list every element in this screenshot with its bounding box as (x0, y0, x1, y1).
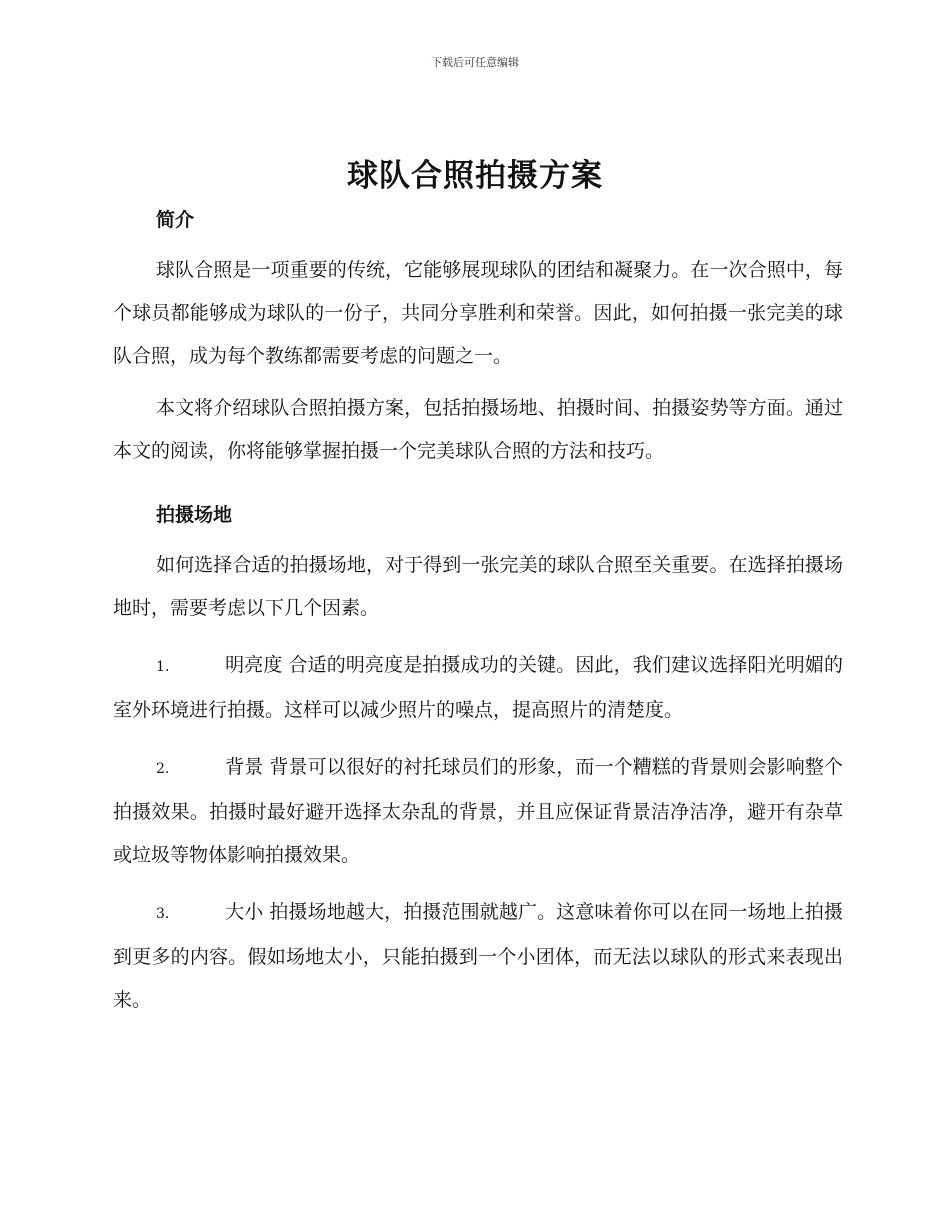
section-heading-venue: 拍摄场地 (156, 504, 233, 526)
list-number: 2. (156, 761, 170, 777)
list-text: 拍摄场地越大，拍摄范围就越广。这意味着你可以在同一场地上拍摄到更多的内容。假如场地太小，只能拍摄到一个小团体，而无法以球队的形式来表现出来。 (113, 901, 843, 1011)
list-item (113, 746, 843, 877)
document-title: 球队合照拍摄方案 (347, 158, 603, 194)
intro-paragraph-1: 球队合照是一项重要的传统，它能够展现球队的团结和凝聚力。在一次合照中，每个球员都能够成为球队的一份子，共同分享胜利和荣誉。因此，如何拍摄一张完美的球队合照，成为每个教练都需要考虑的问题之一。 (113, 259, 843, 367)
intro-paragraph-2: 本文将介绍球队合照拍摄方案，包括拍摄场地、拍摄时间、拍摄姿势等方面。通过本文的阅读，你将能够掌握拍摄一个完美球队合照的方法和技巧。 (113, 397, 843, 462)
venue-paragraph: 如何选择合适的拍摄场地，对于得到一张完美的球队合照至关重要。在选择拍摄场地时，需要考虑以下几个因素。 (113, 554, 843, 619)
list-item (113, 891, 843, 1022)
list-number: 3. (156, 906, 170, 922)
header-note: 下载后可任意编辑 (431, 56, 519, 69)
list-text: 合适的明亮度是拍摄成功的关键。因此，我们建议选择阳光明媚的室外环境进行拍摄。这样可以减少照片的噪点，提高照片的清楚度。 (113, 654, 843, 721)
list-item (113, 644, 843, 732)
document-body (113, 200, 843, 1022)
list-label: 背景 (225, 756, 264, 778)
list-label: 大小 (225, 901, 264, 923)
list-label: 明亮度 (225, 654, 283, 676)
section-heading-intro: 简介 (156, 209, 195, 231)
list-text: 背景可以很好的衬托球员们的形象，而一个糟糕的背景则会影响整个拍摄效果。拍摄时最好避开选择太杂乱的背景，并且应保证背景洁净洁净，避开有杂草或垃圾等物体影响拍摄效果。 (113, 756, 843, 866)
list-number: 1. (156, 659, 170, 675)
